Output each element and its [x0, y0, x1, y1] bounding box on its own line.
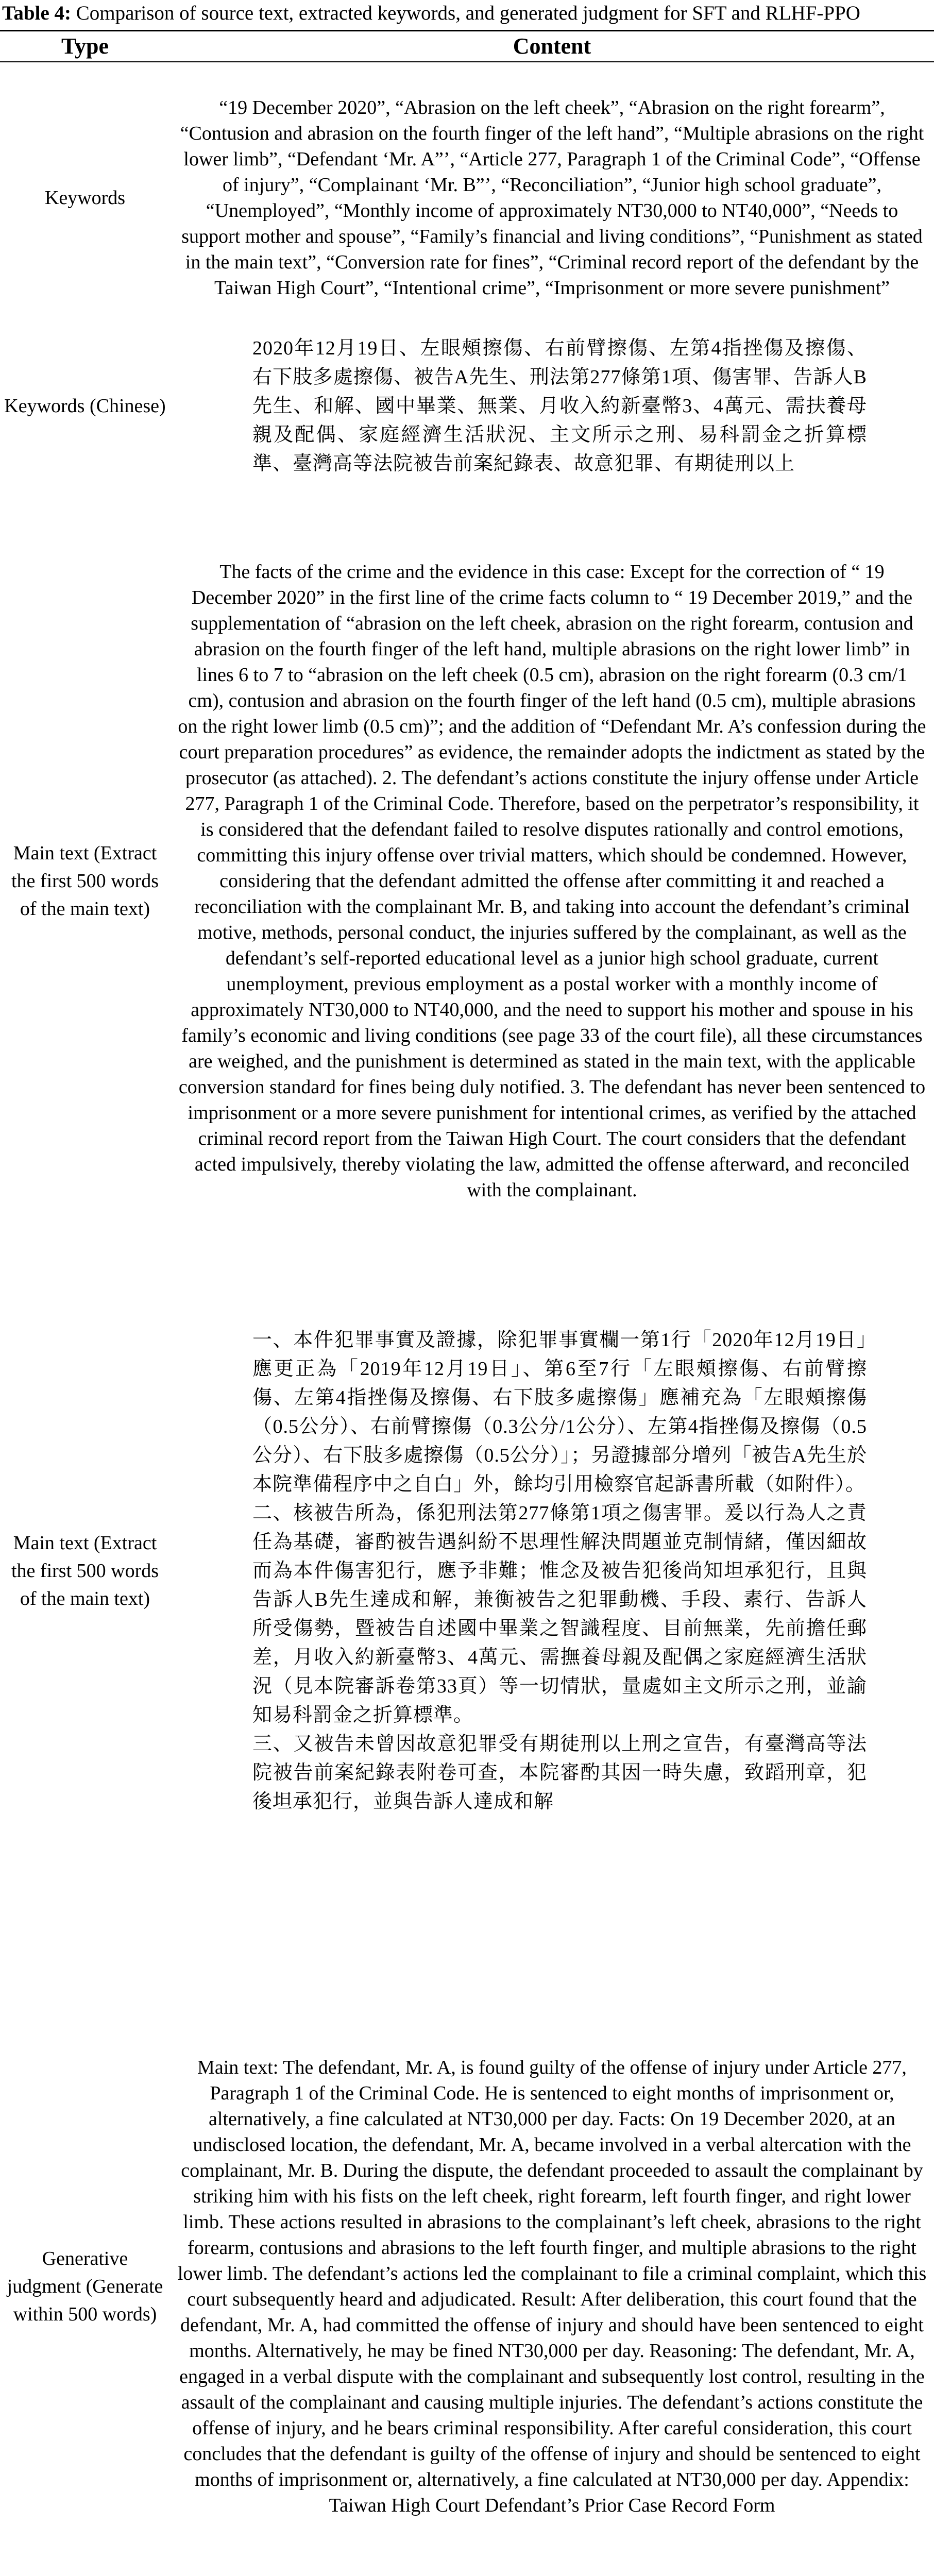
row-content: The facts of the crime and the evidence in this case: Except for the correction of “ 19 December 2020” in the first line of the crime facts column to “ 19 December 2019,” and the supplementation of “abrasion on the left cheek, abrasion on the right forearm, contusion and abrasion on the fourth finger of the left hand, multiple abrasions on the right lower limb” in lines 6 to 7 to “abrasion on the left cheek (0.5 cm), abrasion on the right forearm (0.3 cm/1 cm), contusion and abrasion on the fourth finger of the left hand (0.5 cm), multiple abrasions on the right lower limb (0.5 cm)”; and the addition of “Defendant Mr. A’s confession during the court preparation procedures” as evidence, the remainder adopts the indictment as stated by the prosecutor (as attached). 2. The defendant’s actions constitute the injury offense under Article 277, Paragraph 1 of the Criminal Code. Therefore, based on the perpetrator’s responsibility, it is considered that the defendant failed to resolve disputes rationally and control emotions, committing this injury offense over trivial matters, which should be condemned. However, considering that the defendant admitted the offense after committing it and reached a reconciliation with the complainant Mr. B, and taking into account the defendant’s criminal motive, methods, personal conduct, the injuries suffered by the complainant, as well as the defendant’s self-reported educational level as a junior high school graduate, current unemployment, previous employment as a postal worker with a monthly income of approximately NT30,000 to NT40,000, and the need to support his mother and spouse in his family’s economic and living conditions (see page 33 of the court file), all these circumstances are weighed, and the punishment is determined as stated in the main text, with the applicable conversion standard for fines being duly notified. 3. The defendant has never been sentenced to imprisonment or a more severe punishment for intentional crimes, as verified by the attached criminal record report from the Taiwan High Court. The court considers that the defendant acted impulsively, thereby violating the law, admitted the offense afterward, and reconciled with the complainant. — [178, 561, 926, 1201]
header-row — [0, 31, 934, 62]
row-type: Keywords — [44, 187, 126, 209]
row-content: “19 December 2020”, “Abrasion on the left cheek”, “Abrasion on the right forearm”, “Contusion and abrasion on the fourth finger of the left hand”, “Multiple abrasions on the right lower limb”, “Defendant ‘Mr. A”’, “Article 277, Paragraph 1 of the Criminal Code”, “Offense of injury”, “Complainant ‘Mr. B”’, “Reconciliation”, “Junior high school graduate”, “Unemployed”, “Monthly income of approximately NT30,000 to NT40,000”, “Needs to support mother and spouse”, “Family’s financial and living conditions”, “Punishment as stated in the main text”, “Conversion rate for fines”, “Criminal record report of the defendant by the Taiwan High Court”, “Intentional crime”, “Imprisonment or more severe punishment” — [180, 96, 924, 299]
header-content: Content — [170, 31, 934, 62]
header-type: Type — [0, 31, 170, 62]
paragraph: 二、核被告所為，係犯刑法第277條第1項之傷害罪。爰以行為人之責任為基礎，審酌被告遇糾紛不思理性解決問題並克制情緒，僅因細故而為本件傷害犯行，應予非難；惟念及被告犯後尚知坦承犯行，且與告訴人B先生達成和解，兼衡被告之犯罪動機、手段、素行、告訴人所受傷勢，暨被告自述國中畢業之智識程度、目前無業，先前擔任郵差，月收入約新臺幣3、4萬元、需撫養母親及配偶之家庭經濟生活狀況（見本院審訴卷第33頁）等一切情狀，量處如主文所示之刑，並諭知易科罰金之折算標準。 — [252, 1502, 867, 1726]
caption-text: Comparison of source text, extracted keywords, and generated judgment for SFT and RLHF-PPO — [76, 2, 860, 24]
paragraph: 三、又被告未曾因故意犯罪受有期徒刑以上刑之宣告，有臺灣高等法院被告前案紀錄表附卷可查，本院審酌其因一時失慮，致蹈刑章，犯後坦承犯行，並與告訴人達成和解 — [252, 1733, 867, 1812]
row-content: 2020年12月19日、左眼頰擦傷、右前臂擦傷、左第4指挫傷及擦傷、右下肢多處擦傷、被告A先生、刑法第277條第1項、傷害罪、告訴人B先生、和解、國中畢業、無業、月收入約新臺幣3、4萬元、需扶養母親及配偶、家庭經濟生活狀況、主文所示之刑、易科罰金之折算標準、臺灣高等法院被告前案紀錄表、故意犯罪、有期徒刑以上 — [252, 337, 867, 474]
table-row — [0, 333, 934, 479]
row-type: Generative judgment (Generate within 500 words) — [7, 2248, 163, 2325]
table-row — [0, 62, 934, 333]
row-type: Main text (Extract the first 500 words of the main text) — [11, 1532, 159, 1609]
caption-label: Table 4: — [2, 2, 72, 24]
row-content — [170, 1283, 934, 1859]
row-type: Keywords (Chinese) — [4, 395, 166, 417]
row-content: Main text: The defendant, Mr. A, is found guilty of the offense of injury under Article 277, Paragraph 1 of the Criminal Code. He is sentenced to eight months of imprisonment or, alternatively, a fine calculated at NT30,000 per day. Facts: On 19 December 2020, at an undisclosed location, the defendant, Mr. A, became involved in a verbal altercation with the complainant, Mr. B. During the dispute, the defendant proceeded to assault the complainant by striking him with his fists on the left cheek, right forearm, left fourth finger, and right lower limb. These actions resulted in abrasions to the complainant’s left cheek, abrasions to the right forearm, contusions and abrasions to the left fourth finger, and multiple abrasions to the right lower limb. The defendant’s actions led the complainant to file a criminal complaint, which this court subsequently heard and adjudicated. Result: After deliberation, this court found that the defendant, Mr. A, had committed the offense of injury and should have been sentenced to eight months. Alternatively, he may be fined NT30,000 per day. Reasoning: The defendant, Mr. A, engaged in a verbal dispute with the complainant and subsequently lost control, resulting in the assault of the complainant and causing multiple injuries. The defendant’s actions constitute the offense of injury, and he bears criminal responsibility. After careful consideration, this court concludes that the defendant is guilty of the offense of injury and should be sentenced to eight months of imprisonment or, alternatively, a fine calculated at NT30,000 per day. Appendix: Taiwan High Court Defendant’s Prior Case Record Form — [177, 2057, 927, 2516]
table-row — [0, 1283, 934, 1859]
paragraph: 一、本件犯罪事實及證據，除犯罪事實欄一第1行「2020年12月19日」應更正為「2019年12月19日」、第6至7行「左眼頰擦傷、右前臂擦傷、左第4指挫傷及擦傷、右下肢多處擦傷」應補充為「左眼頰擦傷（0.5公分）、右前臂擦傷（0.3公分/1公分）、左第4指挫傷及擦傷（0.5公分）、右下肢多處擦傷（0.5公分）」；另證據部分增列「被告A先生於本院準備程序中之自白」外，餘均引用檢察官起訴書所載（如附件）。 — [252, 1329, 867, 1495]
row-type: Main text (Extract the first 500 words of the main text) — [11, 842, 159, 920]
table-row — [0, 479, 934, 1283]
comparison-table — [0, 30, 934, 2576]
table-caption — [2, 0, 860, 27]
table-row — [0, 1859, 934, 2576]
